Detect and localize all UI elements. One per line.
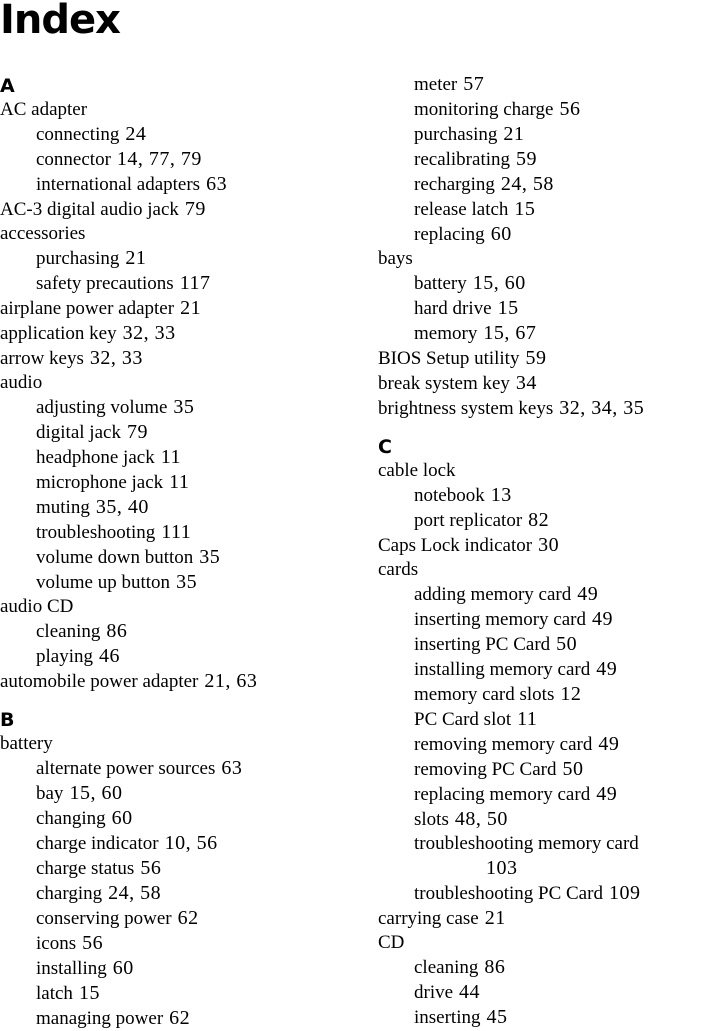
index-term: carrying case: [378, 908, 479, 929]
index-term: digital jack: [36, 422, 121, 443]
index-term: troubleshooting PC Card: [414, 883, 603, 904]
index-subentry: [378, 757, 706, 782]
index-term: meter: [414, 74, 458, 95]
page-numbers: 21: [180, 297, 202, 319]
page-numbers: 10, 56: [164, 832, 218, 854]
index-term: automobile power adapter: [0, 671, 199, 692]
index-subentry: [0, 956, 340, 981]
index-term: microphone jack: [36, 472, 164, 493]
index-term: inserting PC Card: [414, 634, 551, 655]
page-numbers: 56: [82, 932, 104, 954]
index-term: headphone jack: [36, 447, 155, 468]
index-subentry: [0, 172, 340, 197]
index-term: purchasing: [36, 248, 120, 269]
page-numbers: 60: [490, 223, 512, 245]
page-numbers: 11: [160, 446, 181, 468]
index-subentry: [0, 806, 340, 831]
index-term: AC-3 digital audio jack: [0, 199, 179, 220]
index-subentry: [378, 881, 706, 906]
index-term: connecting: [36, 124, 120, 145]
index-entry: [0, 371, 340, 395]
index-term: connector: [36, 149, 111, 170]
page-numbers: 117: [179, 272, 211, 294]
index-subentry: [378, 271, 706, 296]
index-term: inserting memory card: [414, 609, 587, 630]
page-numbers: 56: [559, 98, 581, 120]
page-numbers: 21: [503, 123, 525, 145]
page-numbers: 30: [538, 534, 560, 556]
index-term: brightness system keys: [378, 398, 554, 419]
index-subentry: [378, 955, 706, 980]
page-numbers: 15, 60: [472, 272, 526, 294]
index-term: application key: [0, 323, 117, 344]
page-numbers: 45: [486, 1006, 508, 1028]
index-term: removing memory card: [414, 734, 593, 755]
index-term: international adapters: [36, 174, 201, 195]
page-numbers: 50: [562, 758, 584, 780]
index-subentry: [0, 856, 340, 881]
index-subentry: [378, 732, 706, 757]
index-term: battery: [0, 733, 53, 754]
page-numbers: 50: [556, 633, 578, 655]
page-numbers: 46: [99, 645, 120, 667]
index-column-left: [0, 74, 340, 1031]
index-term: slots: [414, 809, 449, 830]
index-term: cable lock: [378, 460, 456, 481]
page-numbers: 11: [517, 708, 538, 730]
index-term: charge indicator: [36, 833, 159, 854]
index-entry: [0, 321, 340, 346]
index-term: recharging: [414, 174, 495, 195]
page-numbers: 34: [515, 372, 537, 394]
page-numbers: 57: [463, 73, 485, 95]
page-numbers: 32, 34, 35: [559, 397, 645, 419]
index-term: cleaning: [414, 957, 479, 978]
page-numbers: 79: [126, 421, 148, 443]
page-numbers: 49: [577, 583, 599, 605]
page-numbers: 24, 58: [500, 173, 554, 195]
index-term: hard drive: [414, 298, 492, 319]
index-term: cleaning: [36, 621, 101, 642]
index-entry: [378, 558, 706, 582]
page-numbers: 21: [125, 247, 147, 269]
page-numbers: 48, 50: [454, 808, 508, 830]
index-subentry: [0, 570, 340, 595]
page-numbers: 32, 33: [122, 322, 176, 344]
index-subentry: [0, 147, 340, 172]
index-subentry: [0, 931, 340, 956]
index-subentry: [0, 881, 340, 906]
page-numbers: 15: [514, 198, 536, 220]
index-term: conserving power: [36, 908, 172, 929]
index-subentry: [378, 582, 706, 607]
index-subentry: [378, 72, 706, 97]
index-entry: [0, 732, 340, 756]
page-numbers: 109: [608, 882, 641, 904]
page-numbers: 35, 40: [95, 496, 149, 518]
index-subentry: [378, 682, 706, 707]
index-subentry: [378, 1005, 706, 1030]
index-term: inserting: [414, 1007, 481, 1028]
index-term: airplane power adapter: [0, 298, 175, 319]
index-term: muting: [36, 497, 90, 518]
index-term: safety precautions: [36, 273, 174, 294]
page-numbers: 11: [169, 471, 190, 493]
page-numbers: 35: [176, 571, 198, 593]
index-term: adding memory card: [414, 584, 572, 605]
index-entry: [0, 669, 340, 694]
page-numbers: 15: [497, 297, 519, 319]
page-numbers: 59: [525, 347, 547, 369]
index-section-letter: A: [0, 75, 15, 97]
index-term: BIOS Setup utility: [378, 348, 520, 369]
page-numbers: 111: [161, 521, 192, 543]
index-term: monitoring charge: [414, 99, 554, 120]
index-term: bays: [378, 248, 413, 269]
index-subentry: [378, 832, 706, 856]
index-subentry: [0, 495, 340, 520]
page-numbers: 62: [169, 1007, 191, 1029]
index-term: changing: [36, 808, 106, 829]
page-numbers: 59: [516, 148, 538, 170]
page-numbers: 24, 58: [108, 882, 162, 904]
index-subentry: [0, 906, 340, 931]
page-numbers: 35: [199, 546, 221, 568]
index-entry: [0, 222, 340, 246]
page-numbers: 24: [125, 123, 147, 145]
index-term: AC adapter: [0, 99, 88, 120]
index-term: adjusting volume: [36, 397, 168, 418]
page-numbers: 60: [112, 957, 134, 979]
page-numbers: 56: [140, 857, 162, 879]
index-subentry: [378, 657, 706, 682]
index-term: purchasing: [414, 124, 498, 145]
index-term: volume down button: [36, 547, 194, 568]
index-term: release latch: [414, 199, 509, 220]
index-entry: [378, 371, 706, 396]
index-subentry: [378, 508, 706, 533]
index-entry: [0, 98, 340, 122]
index-section-letter: B: [0, 709, 15, 731]
index-term: installing: [36, 958, 107, 979]
index-term: installing memory card: [414, 659, 591, 680]
page-numbers: 35: [173, 396, 195, 418]
index-subentry: [378, 980, 706, 1005]
index-term: break system key: [378, 373, 510, 394]
index-subentry: [0, 420, 340, 445]
index-term: memory card slots: [414, 684, 555, 705]
page-numbers: 82: [528, 509, 550, 531]
page-numbers: 63: [206, 173, 228, 195]
index-entry: [378, 247, 706, 271]
index-section-letter: C: [378, 436, 392, 458]
index-term: icons: [36, 933, 77, 954]
index-entry: [378, 906, 706, 931]
index-entry: [0, 296, 340, 321]
page-numbers: 86: [484, 956, 506, 978]
index-subentry: [0, 520, 340, 545]
page-numbers: 15, 67: [483, 322, 537, 344]
index-term: latch: [36, 983, 73, 1004]
page-numbers: 21, 63: [204, 670, 258, 692]
page-numbers: 12: [560, 683, 582, 705]
index-term: PC Card slot: [414, 709, 512, 730]
index-term: recalibrating: [414, 149, 511, 170]
index-subentry: [378, 147, 706, 172]
index-entry: [378, 931, 706, 955]
index-subentry: [0, 246, 340, 271]
index-subentry: [378, 707, 706, 732]
index-term: charging: [36, 883, 103, 904]
index-subentry: [378, 782, 706, 807]
index-entry: [0, 346, 340, 371]
index-subentry: [378, 807, 706, 832]
index-term: notebook: [414, 485, 485, 506]
index-entry: [378, 396, 706, 421]
index-term: port replicator: [414, 510, 523, 531]
index-subentry: [0, 619, 340, 644]
index-subentry: [378, 172, 706, 197]
page-numbers: 60: [111, 807, 133, 829]
index-subentry: [0, 395, 340, 420]
index-subentry: [0, 756, 340, 781]
index-subentry: [378, 197, 706, 222]
page-numbers: 103: [486, 857, 518, 879]
page-numbers: 63: [221, 757, 243, 779]
index-subentry: [378, 607, 706, 632]
index-term: volume up button: [36, 572, 171, 593]
index-term: alternate power sources: [36, 758, 216, 779]
index-subentry: [378, 222, 706, 247]
index-term: managing power: [36, 1008, 164, 1029]
index-term: cards: [378, 559, 419, 580]
index-subentry: [0, 781, 340, 806]
index-term: battery: [414, 273, 467, 294]
index-term: arrow keys: [0, 348, 84, 369]
index-term: troubleshooting memory card: [414, 833, 639, 854]
page-title: Index: [0, 0, 120, 43]
index-term: Caps Lock indicator: [378, 535, 533, 556]
index-subentry: [378, 856, 706, 881]
index-term: removing PC Card: [414, 759, 557, 780]
index-subentry: [0, 271, 340, 296]
index-term: charge status: [36, 858, 135, 879]
index-column-right: [378, 72, 706, 1030]
page-numbers: 15, 60: [69, 782, 123, 804]
index-subentry: [378, 296, 706, 321]
page-numbers: 13: [490, 484, 512, 506]
page-numbers: 62: [177, 907, 199, 929]
page-numbers: 14, 77, 79: [116, 148, 202, 170]
index-term: bay: [36, 783, 64, 804]
index-subentry: [0, 470, 340, 495]
index-subentry: [378, 97, 706, 122]
index-term: audio CD: [0, 596, 74, 617]
index-subentry: [0, 122, 340, 147]
page-numbers: 49: [592, 608, 614, 630]
page-numbers: 49: [596, 783, 618, 805]
page-numbers: 49: [598, 733, 620, 755]
index-entry: [378, 533, 706, 558]
index-entry: [378, 346, 706, 371]
index-subentry: [0, 445, 340, 470]
index-subentry: [0, 831, 340, 856]
index-entry: [0, 197, 340, 222]
index-term: replacing memory card: [414, 784, 591, 805]
index-subentry: [0, 981, 340, 1006]
index-subentry: [378, 483, 706, 508]
index-term: playing: [36, 646, 93, 667]
index-entry: [0, 595, 340, 619]
index-subentry: [378, 122, 706, 147]
index-subentry: [378, 321, 706, 346]
index-subentry: [0, 1006, 340, 1031]
index-term: memory: [414, 323, 478, 344]
index-entry: [378, 459, 706, 483]
page-numbers: 32, 33: [89, 347, 143, 369]
index-term: drive: [414, 982, 454, 1003]
index-term: troubleshooting: [36, 522, 156, 543]
index-term: CD: [378, 932, 405, 953]
page-numbers: 21: [484, 907, 506, 929]
index-subentry: [0, 545, 340, 570]
index-subentry: [378, 632, 706, 657]
page-numbers: 44: [459, 981, 481, 1003]
page-numbers: 86: [106, 620, 128, 642]
page-numbers: 79: [184, 198, 206, 220]
index-term: replacing: [414, 224, 485, 245]
index-term: accessories: [0, 223, 86, 244]
index-subentry: [0, 644, 340, 669]
page-numbers: 15: [78, 982, 100, 1004]
page-numbers: 49: [596, 658, 618, 680]
index-term: audio: [0, 372, 43, 393]
